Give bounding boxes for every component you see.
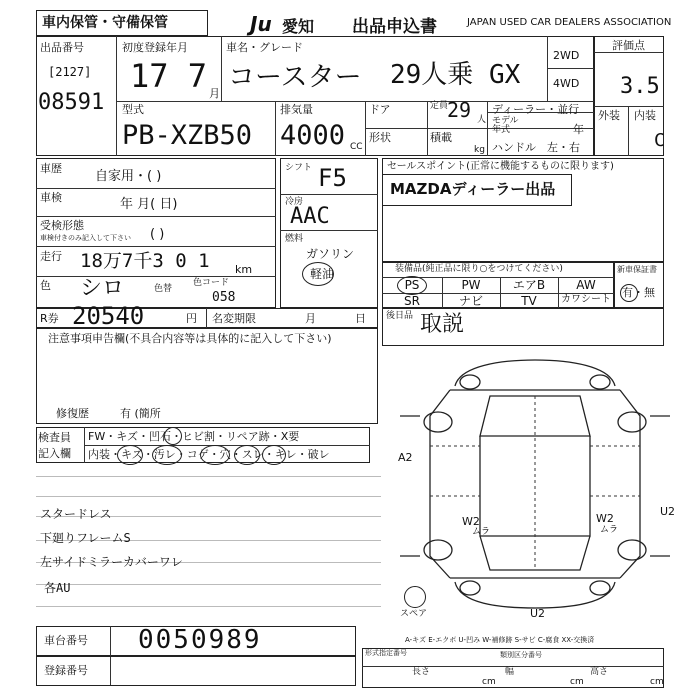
inspector-mark-4	[200, 445, 230, 465]
aircon-value: AAC	[290, 204, 330, 229]
length-unit: cm	[482, 677, 496, 687]
exterior-label: 外装	[598, 109, 620, 122]
car-name-label: 車名・グレード	[226, 41, 303, 54]
equip-pw: PW	[461, 278, 481, 292]
car-grade: 29人乗 GX	[390, 60, 521, 90]
warranty-value: 有・無	[622, 286, 655, 299]
damage-mark-mura-left: ムラ	[472, 527, 491, 537]
damage-mark-u2-side: U2	[660, 505, 676, 518]
lot-sub-number: [2127]	[48, 65, 92, 79]
aircon-label: 冷房	[285, 197, 304, 207]
first-registration-label: 初度登録年月	[122, 41, 188, 54]
displacement-label: 排気量	[280, 103, 313, 116]
inspection-value: 年 月( 日)	[120, 197, 178, 212]
displacement-unit: CC	[350, 142, 363, 152]
shift-value: F5	[318, 164, 347, 192]
ju-logo: Ju	[250, 12, 272, 36]
height-label: 高さ	[590, 667, 609, 677]
selling-points-value: MAZDAディーラー出品	[390, 180, 556, 198]
name-change-day: 日	[355, 312, 366, 325]
model-year-label: モデル年式	[492, 116, 519, 135]
model-year-unit: 年	[573, 123, 584, 136]
drive-4wd: 4WD	[553, 77, 580, 90]
storage-label: 車内保管・守備保管	[42, 15, 168, 31]
selling-points-label: セールスポイント(正常に機能するものに限ります)	[387, 161, 614, 172]
shift-label: シフト	[285, 163, 313, 173]
later-items-label: 後日品	[386, 311, 414, 321]
reception-label: 受検形態	[40, 219, 84, 232]
model-code-label: 型式	[122, 103, 144, 116]
capacity-value: 29	[447, 98, 472, 122]
body-shape-label: 形状	[369, 131, 391, 144]
inspector-mark-1	[164, 427, 182, 445]
damage-mark-w2-left: W2	[462, 515, 480, 528]
association-name: JAPAN USED CAR DEALERS ASSOCIATION	[467, 17, 672, 28]
first-registration-unit: 月	[209, 87, 220, 100]
mileage-unit: km	[235, 263, 253, 276]
fuel-circle-mark	[302, 262, 334, 286]
damage-legend: A-キズ E-エクボ U-凹み W-補修跡 S-サビ C-腐食 XX-交換済	[405, 636, 595, 644]
score-label: 評価点	[612, 39, 645, 52]
handle-options: 左・右	[547, 141, 580, 154]
interior-score: C	[654, 130, 665, 151]
remark-4: 各AU	[44, 581, 71, 595]
color-value: シロ	[80, 276, 125, 301]
capacity-label: 定員	[430, 101, 449, 111]
notes-label: 注意事項申告欄(不具合内容等は具体的に記入して下さい)	[48, 332, 332, 345]
damage-mark-mura-right: ムラ	[600, 525, 619, 535]
spare-tire-icon	[404, 586, 426, 608]
equip-airbag: エアB	[512, 278, 546, 292]
drive-2wd: 2WD	[553, 49, 580, 62]
dealer-label: ディーラー・並行	[492, 103, 580, 116]
reception-value: ( )	[150, 227, 165, 242]
inspector-interior-row: 内装・キズ・汚レ・コゲ・穴・スレ・キレ・破レ	[88, 448, 330, 461]
fuel-gasoline: ガソリン	[306, 247, 355, 261]
fuel-label: 燃料	[285, 234, 304, 244]
damage-mark-u2-rear: U2	[530, 607, 546, 620]
reception-note: 車検付きのみ記入して下さい	[40, 234, 131, 242]
inspector-mark-5	[234, 445, 260, 465]
repair-history-value: 有 (簡所	[120, 407, 161, 420]
door-label: ドア	[369, 103, 391, 116]
equipment-label: 装備品(純正品に限り○をつけてください)	[395, 264, 563, 274]
capacity-unit: 人	[477, 115, 487, 125]
width-unit: cm	[570, 677, 584, 687]
inspection-label: 車検	[40, 191, 62, 204]
remark-2: 下廻りフレームS	[40, 531, 131, 545]
later-items-value: 取説	[420, 312, 465, 337]
lot-number: 08591	[38, 90, 105, 115]
equip-ps-circle	[397, 276, 427, 295]
name-change-month: 月	[305, 312, 316, 325]
fuel-diesel: 軽油	[310, 267, 335, 281]
equip-aw: AW	[576, 278, 596, 292]
mileage-value: 18万7千3 0 1	[80, 250, 210, 272]
car-history-value: 自家用・( )	[95, 169, 162, 184]
color-change-label: 色替	[154, 284, 173, 294]
damage-mark-w2-right: W2	[596, 512, 614, 525]
org-name: 愛知	[282, 17, 315, 36]
mileage-label: 走行	[40, 250, 62, 263]
model-code: PB-XZB50	[122, 120, 253, 151]
equip-leather-seat: カワシート	[561, 294, 611, 305]
width-label: 幅	[505, 667, 515, 677]
warranty-label: 新車保証書	[617, 265, 657, 274]
color-code-label: 色コード	[193, 278, 230, 288]
equip-sr: SR	[404, 294, 420, 308]
remark-3: 左サイドミラーカバーワレ	[40, 555, 183, 569]
score-value: 3.5	[620, 74, 660, 99]
displacement-value: 4000	[280, 120, 346, 151]
frame-number-label: 車台番号	[44, 634, 88, 647]
inspector-mark-3	[152, 445, 182, 465]
length-label: 長さ	[412, 667, 431, 677]
color-code-value: 058	[212, 290, 236, 305]
handle-label: ハンドル	[492, 141, 536, 154]
type-designation-label: 形式指定番号	[365, 649, 407, 657]
plate-number-label: 登録番号	[44, 664, 88, 677]
inspector-mark-2	[117, 445, 143, 465]
car-history-label: 車歴	[40, 162, 62, 175]
spare-tire-label: スペア	[400, 609, 428, 619]
color-label: 色	[40, 279, 51, 292]
recycle-fee-label: R券	[40, 312, 59, 325]
car-name: コースター	[228, 62, 362, 93]
height-unit: cm	[650, 677, 664, 687]
equip-tv: TV	[521, 294, 537, 308]
inspector-label: 検査員	[38, 431, 71, 444]
inspector-mark-6	[262, 445, 286, 465]
first-registration-value: 17 7	[130, 57, 208, 95]
inspector-exterior-row: FW・キズ・凹石・ヒビ割・リペア跡・X要	[88, 430, 300, 443]
warranty-circle	[620, 284, 638, 302]
classification-label: 類別区分番号	[500, 651, 542, 659]
form-title: 出品申込書	[352, 17, 437, 37]
repair-history-label: 修復歴	[56, 407, 89, 420]
lot-number-label: 出品番号	[40, 41, 84, 54]
car-damage-diagram	[390, 356, 680, 612]
remark-1: スタードレス	[40, 507, 112, 521]
load-label: 積載	[430, 131, 452, 144]
recycle-fee-value: 20540	[72, 302, 145, 330]
recycle-fee-unit: 円	[186, 312, 197, 325]
equip-ps: PS	[404, 278, 420, 292]
load-unit: kg	[474, 145, 485, 155]
frame-number-value: 0050989	[138, 625, 262, 655]
damage-mark-a2: A2	[398, 451, 413, 464]
name-change-label: 名変期限	[212, 312, 256, 325]
inspector-entry-label: 記入欄	[38, 447, 71, 460]
interior-label: 内装	[634, 109, 656, 122]
equip-navi: ナビ	[458, 294, 483, 308]
